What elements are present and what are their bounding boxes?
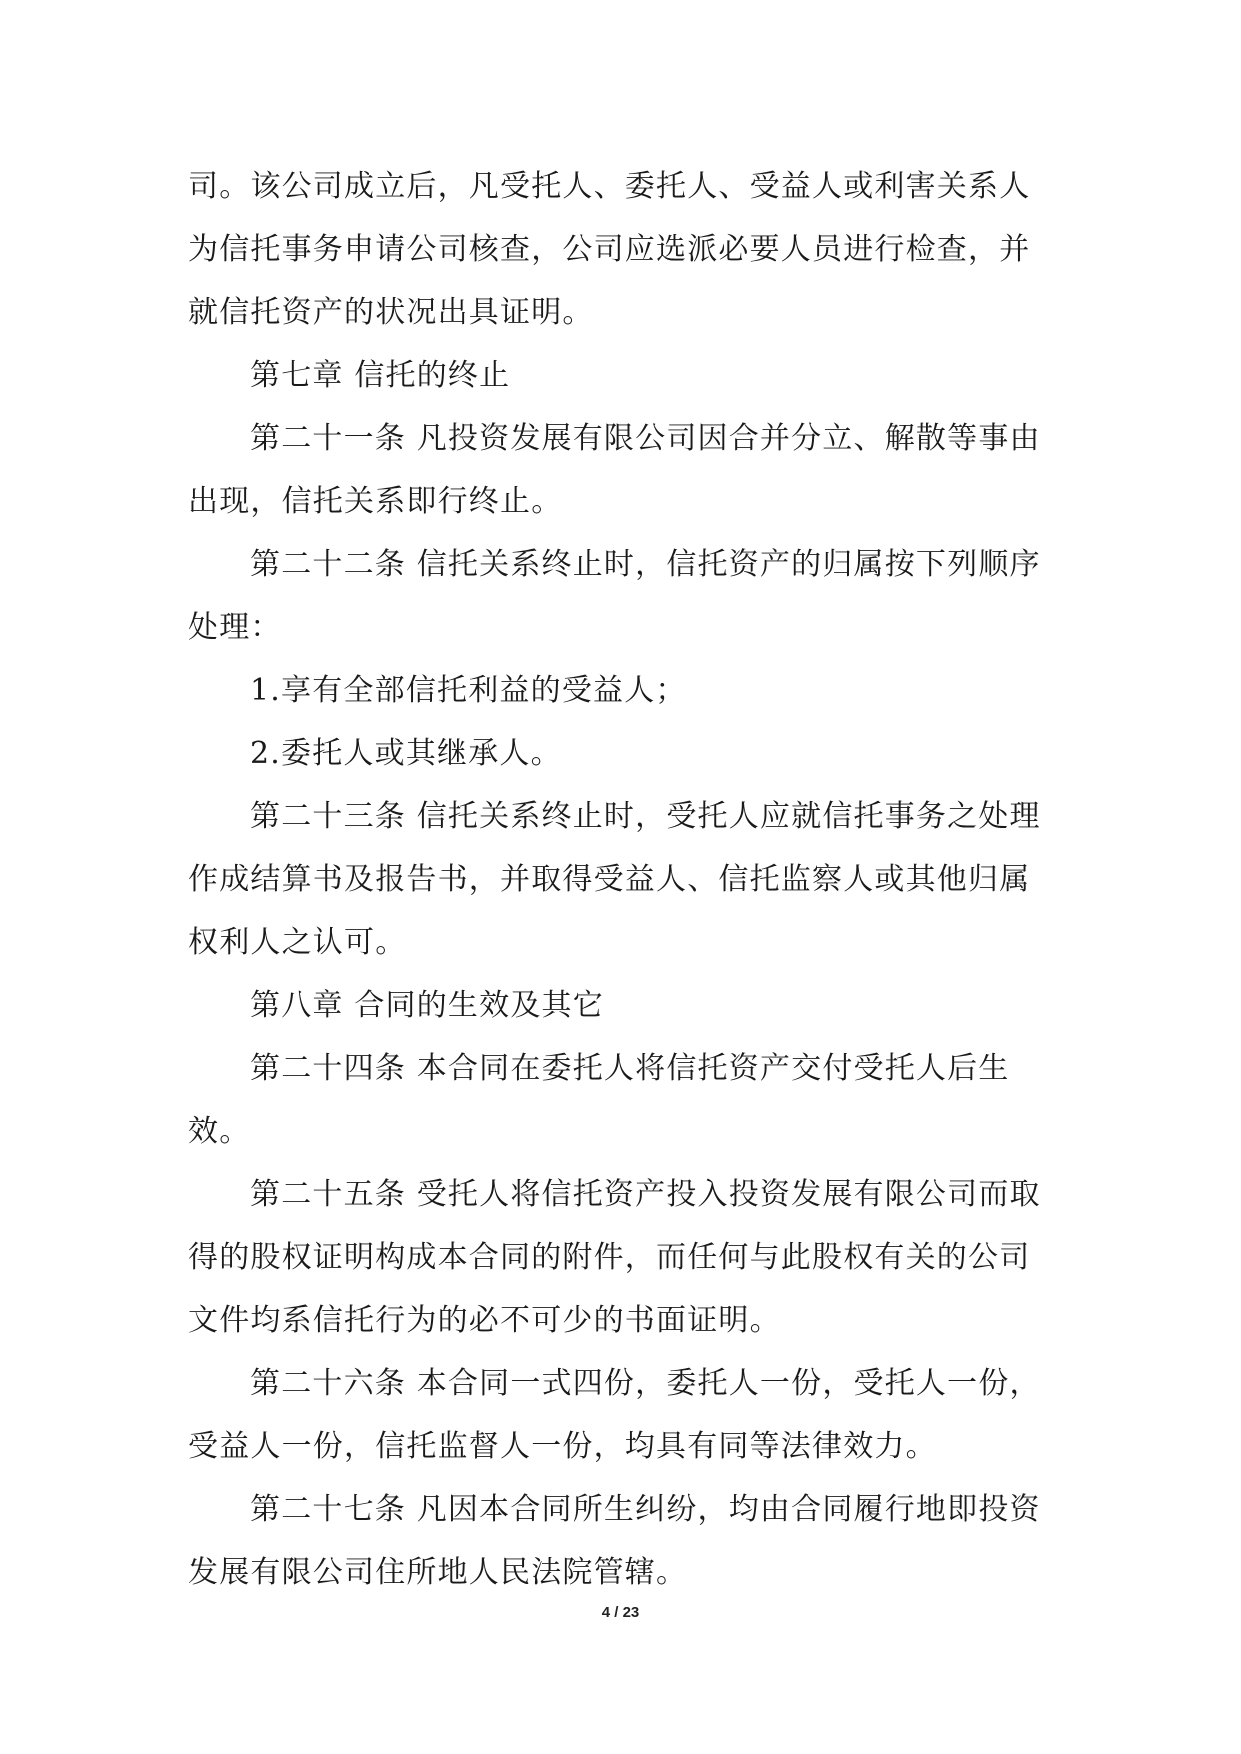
page-number: 4 / 23: [601, 1604, 640, 1621]
list-item-2: 2.委托人或其继承人。: [250, 736, 562, 771]
article-26: 第二十六条 本合同一式四份，委托人一份，受托人一份，受益人一份，信托监督人一份，均具有同等法律效力。: [188, 1366, 1041, 1464]
article-27: 第二十七条 凡因本合同所生纠纷，均由合同履行地即投资发展有限公司住所地人民法院管辖。: [188, 1492, 1041, 1590]
article-21: 第二十一条 凡投资发展有限公司因合并分立、解散等事由出现，信托关系即行终止。: [188, 421, 1041, 519]
chapter-heading-7: 第七章 信托的终止: [250, 358, 511, 393]
paragraph-continuation: 司。该公司成立后，凡受托人、委托人、受益人或利害关系人为信托事务申请公司核查，公司应选派必要人员进行检查，并就信托资产的状况出具证明。: [188, 169, 1031, 330]
article-23: 第二十三条 信托关系终止时，受托人应就信托事务之处理作成结算书及报告书，并取得受益人、信托监察人或其他归属权利人之认可。: [188, 799, 1041, 960]
article-22: 第二十二条 信托关系终止时，信托资产的归属按下列顺序处理：: [188, 547, 1041, 645]
document-body: [188, 155, 1058, 1604]
article-25: 第二十五条 受托人将信托资产投入投资发展有限公司而取得的股权证明构成本合同的附件，而任何与此股权有关的公司文件均系信托行为的必不可少的书面证明。: [188, 1177, 1041, 1338]
chapter-heading-8: 第八章 合同的生效及其它: [250, 988, 604, 1023]
list-item-1: 1.享有全部信托利益的受益人；: [250, 673, 687, 708]
article-24: 第二十四条 本合同在委托人将信托资产交付受托人后生效。: [188, 1051, 1010, 1149]
